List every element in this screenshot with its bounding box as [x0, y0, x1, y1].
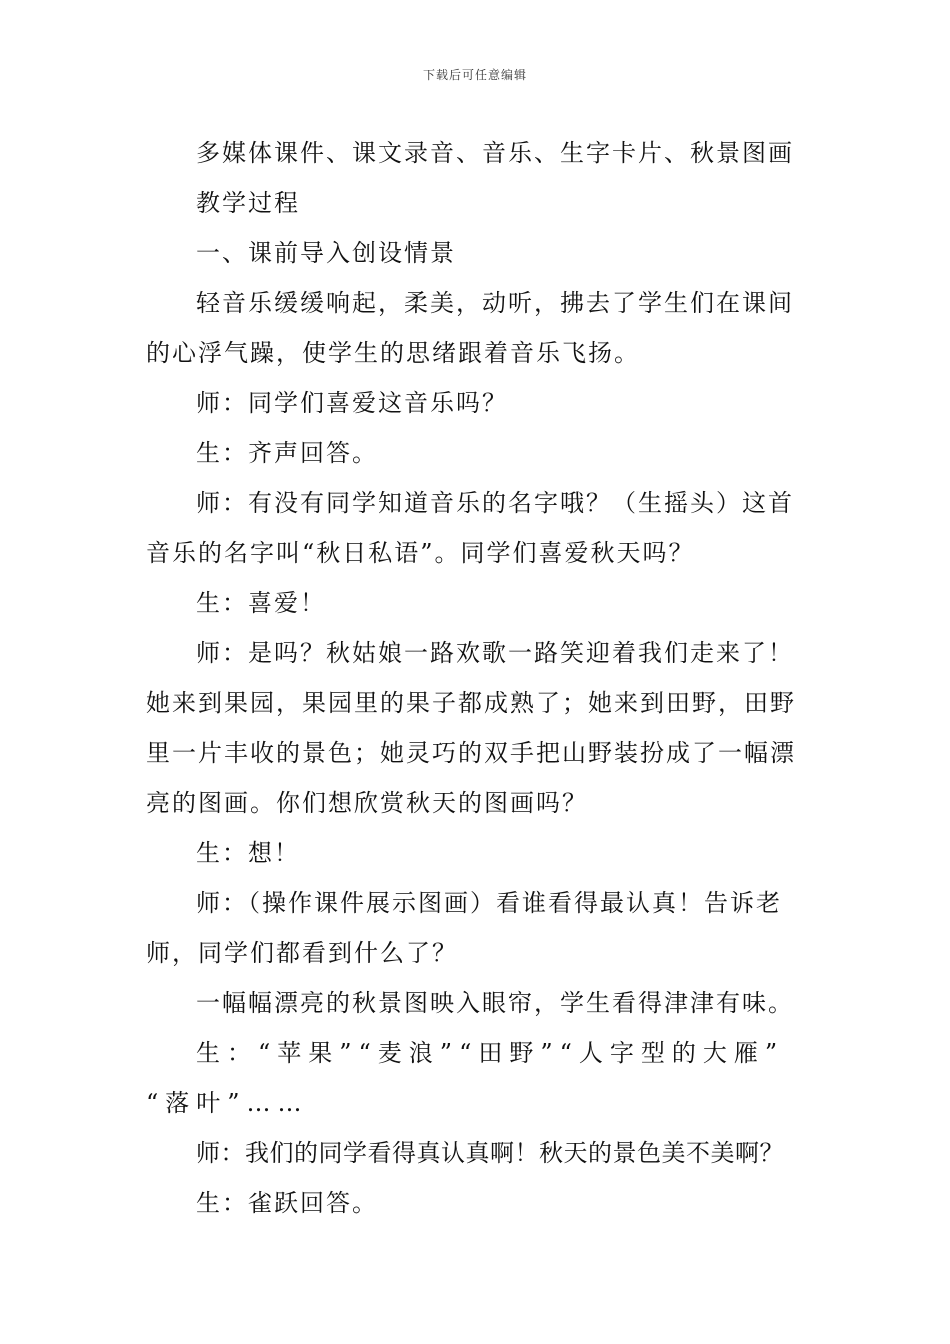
paragraph-line: 生：雀跃回答。	[196, 1189, 378, 1217]
header-note: 下载后可任意编辑	[422, 68, 527, 82]
paragraph-line: 她来到果园，果园里的果子都成熟了；她来到田野，田野	[146, 689, 796, 717]
paragraph-line: “落叶”……	[146, 1089, 309, 1117]
paragraph-line: 师：有没有同学知道音乐的名字哦？（生摇头）这首	[196, 489, 794, 517]
paragraph-line: 一幅幅漂亮的秋景图映入眼帘，学生看得津津有味。	[196, 989, 794, 1017]
paragraph-line: 师：我们的同学看得真认真啊！秋天的景色美不美啊？	[196, 1139, 784, 1167]
paragraph-line: 师：（操作课件展示图画）看谁看得最认真！告诉老	[196, 889, 782, 917]
paragraph-teacher-question	[146, 378, 808, 428]
paragraph-line: 里一片丰收的景色；她灵巧的双手把山野装扮成了一幅漂	[146, 739, 796, 767]
paragraph-student-cheer	[146, 1178, 808, 1228]
paragraph-line: 的心浮气躁，使学生的思绪跟着音乐飞扬。	[146, 339, 640, 367]
document-body	[146, 128, 808, 1228]
paragraph-subheading	[146, 228, 808, 278]
paragraph-student-list	[146, 1028, 808, 1128]
paragraph-student-want	[146, 828, 808, 878]
paragraph-line: 多媒体课件、课文录音、音乐、生字卡片、秋景图画	[196, 139, 794, 167]
paragraph-line: 生：喜爱！	[196, 589, 326, 617]
paragraph-section-heading	[146, 178, 808, 228]
paragraph-teacher-autumn	[146, 628, 808, 828]
paragraph-line: 教学过程	[196, 189, 300, 217]
paragraph-line: 生：齐声回答。	[196, 439, 378, 467]
paragraph-line: 一、课前导入创设情景	[196, 239, 456, 267]
paragraph-student-answer	[146, 428, 808, 478]
paragraph-narration	[146, 978, 808, 1028]
paragraph-line: 师，同学们都看到什么了？	[146, 939, 458, 967]
paragraph-line: 师：同学们喜爱这音乐吗？	[196, 389, 508, 417]
paragraph-music-intro	[146, 278, 808, 378]
paragraph-student-like	[146, 578, 808, 628]
paragraph-line: 师：是吗？秋姑娘一路欢歌一路笑迎着我们走来了！	[196, 639, 794, 667]
paragraph-materials	[146, 128, 808, 178]
paragraph-line: 生：“苹果”“麦浪”“田野”“人字型的大雁”	[196, 1039, 785, 1067]
paragraph-line: 生：想！	[196, 839, 300, 867]
paragraph-teacher-praise	[146, 1128, 808, 1178]
paragraph-line: 音乐的名字叫“秋日私语”。同学们喜爱秋天吗？	[146, 539, 695, 567]
paragraph-line: 轻音乐缓缓响起，柔美，动听，拂去了学生们在课间	[196, 289, 794, 317]
paragraph-line: 亮的图画。你们想欣赏秋天的图画吗？	[146, 789, 588, 817]
paragraph-teacher-music-name	[146, 478, 808, 578]
paragraph-teacher-show	[146, 878, 808, 978]
